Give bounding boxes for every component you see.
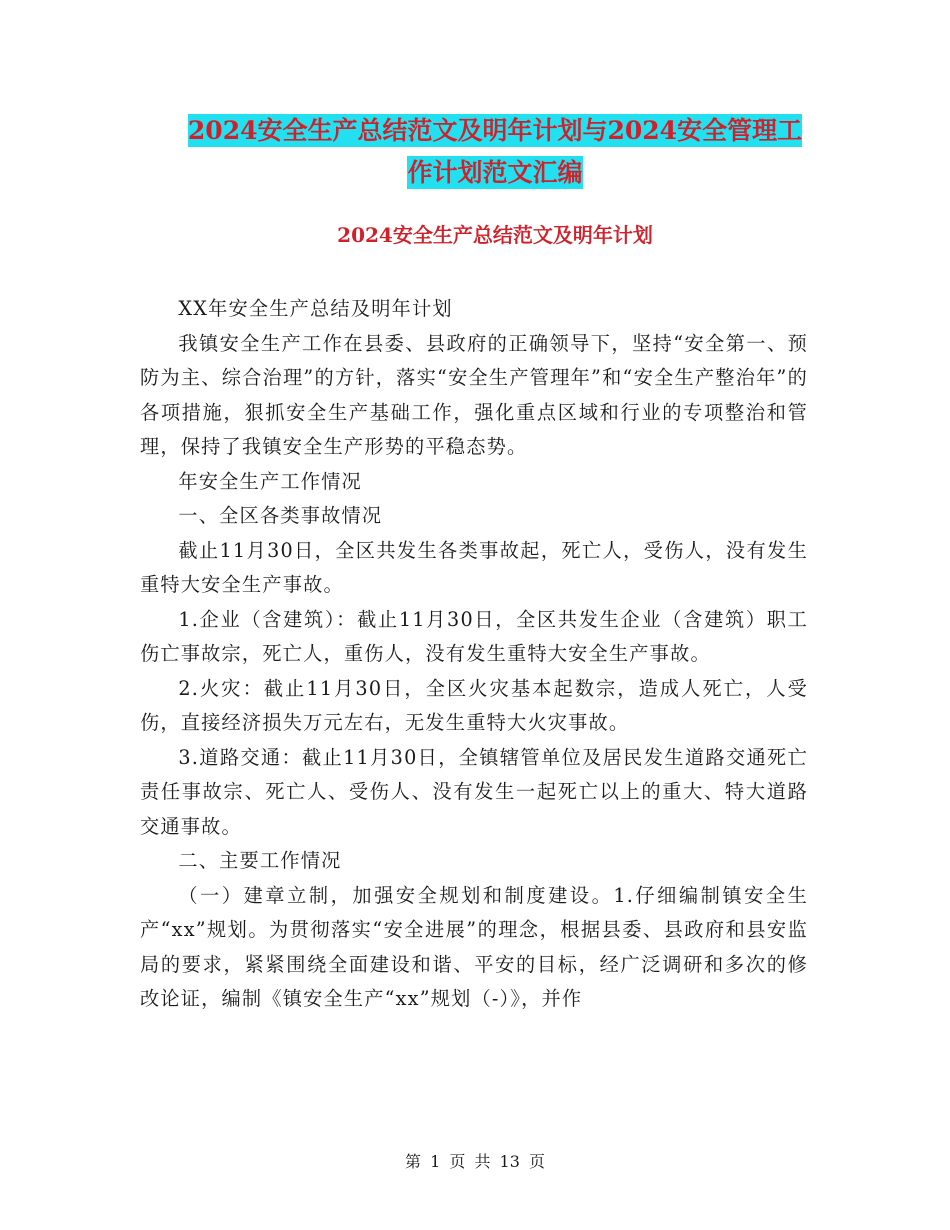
paragraph: 年安全生产工作情况 <box>178 469 362 493</box>
main-title-line-1: 2024安全生产总结范文及明年计划与2024安全管理工 <box>187 116 803 145</box>
paragraph: （一）建章立制，加强安全规划和制度建设。1.仔细编制镇安全生产“xx”规划。为贯彻落实“安全进展”的理念，根据县委、县政府和县安监局的要求，紧紧围绕全面建设和谐、平安的目标，经广泛调研和多次的修改论证，编制《镇安全生产“xx”规划（-）》，并作 <box>140 883 808 1010</box>
main-title <box>140 110 850 194</box>
page-footer: 第 1 页 共 13 页 <box>405 1152 545 1171</box>
paragraph: 我镇安全生产工作在县委、县政府的正确领导下，坚持“安全第一、预防为主、综合治理”的方针，落实“安全生产管理年”和“安全生产整治年”的各项措施，狠抓安全生产基础工作，强化重点区域和行业的专项整治和管理，保持了我镇安全生产形势的平稳态势。 <box>140 331 808 458</box>
section-title: 2024安全生产总结范文及明年计划 <box>337 223 653 247</box>
paragraph: 2.火灾：截止11月30日，全区火灾基本起数宗，造成人死亡，人受伤，直接经济损失万元左右，无发生重特大火灾事故。 <box>140 676 808 734</box>
paragraph: XX年安全生产总结及明年计划 <box>178 297 453 320</box>
paragraph: 1.企业（含建筑）：截止11月30日，全区共发生企业（含建筑）职工伤亡事故宗，死亡人，重伤人，没有发生重特大安全生产事故。 <box>140 607 808 665</box>
paragraph: 一、全区各类事故情况 <box>178 504 383 527</box>
main-title-line-2: 作计划范文汇编 <box>407 158 583 187</box>
body-text <box>140 292 808 1017</box>
paragraph: 截止11月30日，全区共发生各类事故起，死亡人，受伤人，没有发生重特大安全生产事故。 <box>140 538 808 596</box>
paragraph: 3.道路交通：截止11月30日，全镇辖管单位及居民发生道路交通死亡责任事故宗、死亡人、受伤人、没有发生一起死亡以上的重大、特大道路交通事故。 <box>140 745 808 838</box>
paragraph: 二、主要工作情况 <box>178 849 342 872</box>
